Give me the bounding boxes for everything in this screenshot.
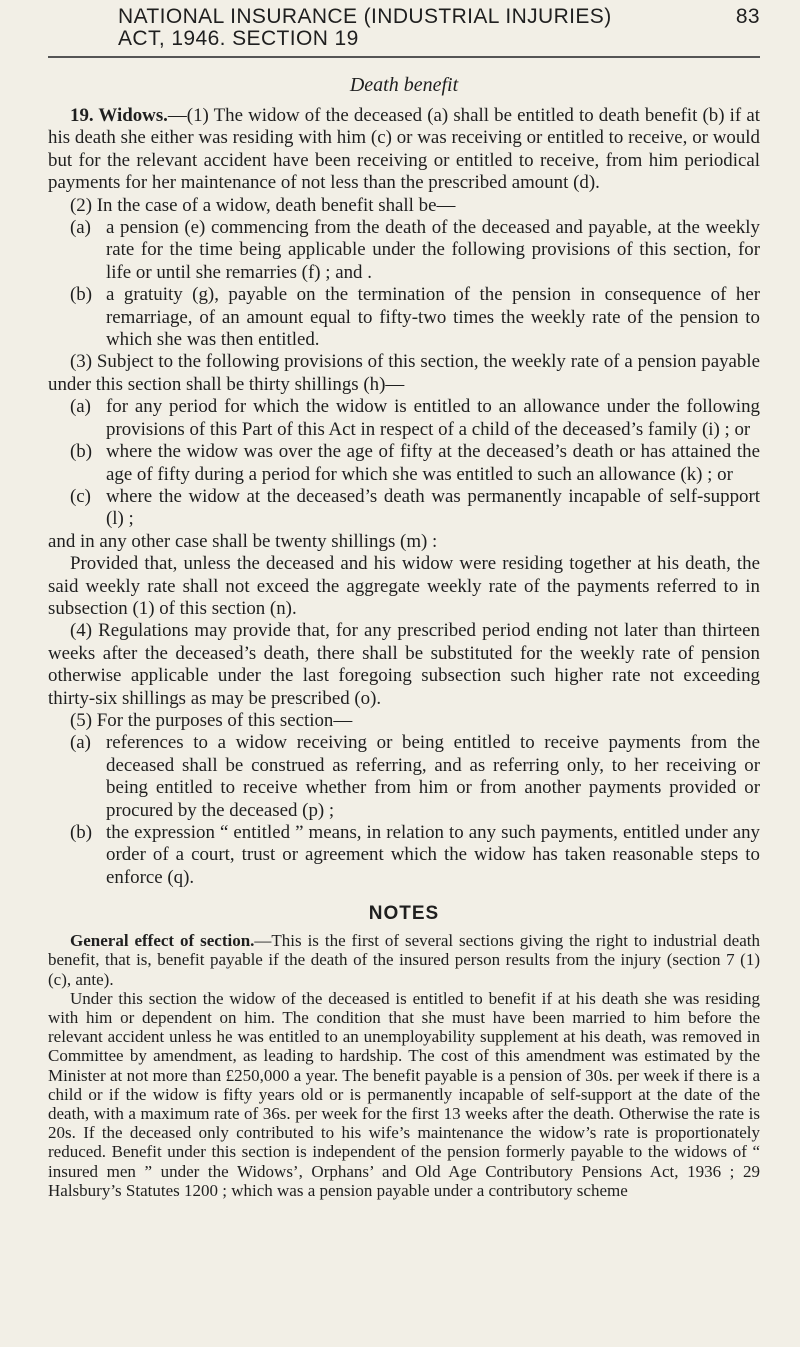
item-text: the expression “ entitled ” means, in relation to any such payments, entitled under any order of a court, trust or agreement which the widow has taken reasonable steps to enforce (q). (106, 822, 760, 888)
item-label: (a) (70, 732, 91, 754)
sub5-item (48, 732, 760, 822)
subsection-1 (48, 105, 760, 195)
header-rule (48, 56, 760, 58)
notes-heading: NOTES (368, 903, 440, 925)
subsection-2: (2) In the case of a widow, death benefit shall be— (70, 194, 456, 216)
sub2-item (48, 217, 760, 284)
section-number-title: 19. Widows. (70, 105, 168, 126)
notes-paragraph-1 (48, 931, 760, 989)
notes-paragraph-2: Under this section the widow of the deceased is entitled to benefit if at his death she was residing with him or dependent on him. The condition that she must have been married to him before the relevant accident unless he was entitled to an unemployability supplement at his death, was removed in Committee by amendment, as leading to hardship. The cost of this amendment was estimated by the Minister at not more than £250,000 a year. The benefit payable is a pension of 30s. per week if there is a child or if the widow is fifty years old or is permanently incapable of self-support at the date of the death, with a maximum rate of 36s. per week for the first 13 weeks after the death. Otherwise the rate is 20s. If the deceased only contributed to his wife’s maintenance the widow’s rate is proportionately reduced. Benefit under this section is independent of the pension formerly payable to the widows of “ insured men ” under the Widows’, Orphans’ and Old Age Contributory Pensions Act, 1936 ; 29 Halsbury’s Statutes 1200 ; which was a pension payable under a contributory scheme (48, 988, 760, 1200)
item-text: references to a widow receiving or being entitled to receive payments from the deceased shall be construed as referring, and as referring only, to her receiving or being entitled to receive whether from him or from another payments provided or procured by the deceased (p) ; (106, 732, 760, 821)
item-label: (b) (70, 441, 93, 463)
subsection-4: (4) Regulations may provide that, for any prescribed period ending not later than thirteen weeks after the deceased’s death, there shall be substituted for the weekly rate of pension otherwise applicable under the last foregoing subsection such higher rate not exceeding thirty-six shillings as may be prescribed (o). (48, 620, 760, 709)
item-label: (b) (70, 284, 93, 306)
item-label: (c) (70, 485, 91, 507)
running-title: NATIONAL INSURANCE (INDUSTRIAL INJURIES) (118, 5, 612, 28)
sub3-item (48, 396, 760, 441)
running-subtitle: ACT, 1946. SECTION 19 (118, 27, 359, 50)
proviso: Provided that, unless the deceased and his widow were residing together at his death, the said weekly rate shall not exceed the aggregate weekly rate of the payments referred to in subsection (1) of this section (n). (48, 553, 760, 619)
subsection-3-tail: and in any other case shall be twenty shillings (m) : (48, 530, 438, 552)
notes-paragraph-1-text: —This is the first of several sections giving the right to industrial death benefit, that is, benefit payable if the death of the insured person results from the injury (section 7 (1) (c), ante). (48, 931, 760, 989)
item-text: where the widow at the deceased’s death was permanently incapable of self-support (l) ; (106, 485, 760, 530)
subsection-1-text: —(1) The widow of the deceased (a) shall be entitled to death benefit (b) if at his death she either was residing with him (c) or was receiving or entitled to receive, or would but for the relevant accident have been receiving or entitled to receive, from him periodical payments for her maintenance of not less than the prescribed amount (d). (48, 105, 760, 194)
item-label: (a) (70, 396, 91, 418)
sub3-item (48, 441, 760, 486)
item-text: a pension (e) commencing from the death of the deceased and payable, at the weekly rate for the time being applicable under the following provisions of this section, for life or until she remarries (f) ; and . (106, 217, 760, 283)
item-text: a gratuity (g), payable on the termination of the pension in consequence of her remarriage, of an amount equal to fifty-two times the weekly rate of the pension to which she was then entitled. (106, 284, 760, 351)
item-text: where the widow was over the age of fifty at the deceased’s death or has attained the age of fifty during a period for which she was entitled to such an allowance (k) ; or (106, 441, 760, 485)
item-text: for any period for which the widow is entitled to an allowance under the following provisions of this Part of this Act in respect of a child of the deceased’s family (i) ; or (106, 396, 760, 440)
section-heading: Death benefit (349, 74, 459, 96)
running-head (48, 6, 760, 50)
sub2-item (48, 284, 760, 351)
notes-subheading: General effect of section. (70, 931, 255, 951)
item-label: (b) (70, 822, 93, 843)
subsection-5: (5) For the purposes of this section— (70, 709, 353, 731)
page-number: 83 (735, 5, 760, 28)
item-label: (a) (70, 217, 91, 239)
sub5-item (48, 822, 760, 889)
sub3-item (48, 486, 760, 531)
subsection-3: (3) Subject to the following provisions of this section, the weekly rate of a pension payable under this section shall be thirty shillings (h)— (48, 351, 760, 395)
